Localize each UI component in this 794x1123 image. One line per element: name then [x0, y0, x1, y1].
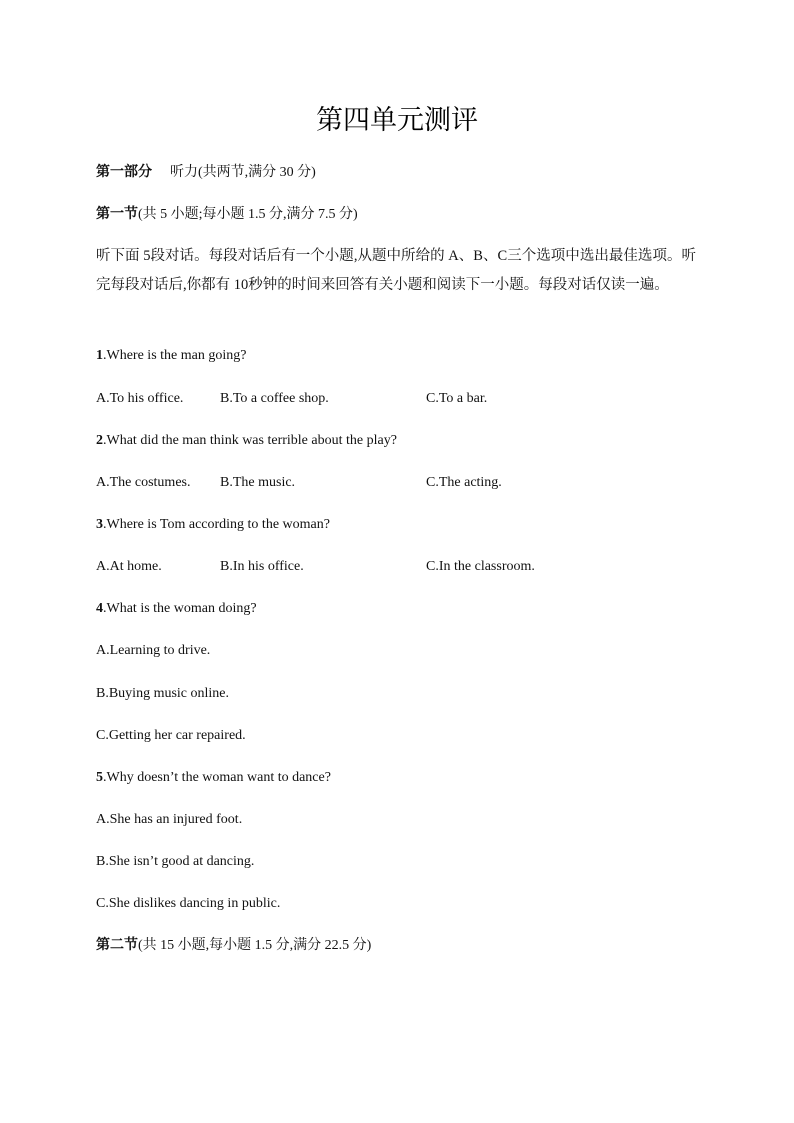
q4-option-b: B.Buying music online.	[96, 686, 229, 701]
q2-option-b: B.The music.	[220, 475, 296, 490]
section2-label: 第二节	[96, 938, 138, 953]
q5-option-b: B.She isn’t good at dancing.	[96, 854, 255, 869]
question-5	[96, 768, 331, 788]
q1-option-b: B.To a coffee shop.	[220, 391, 329, 406]
question-text: .Where is the man going?	[103, 348, 247, 363]
question-text: .Why doesn’t the woman want to dance?	[103, 770, 331, 785]
q4-option-c: C.Getting her car repaired.	[96, 728, 246, 743]
part1-desc: 听力(共两节,满分 30 分)	[170, 165, 316, 180]
q3-option-c: C.In the classroom.	[426, 559, 535, 574]
question-number: 5	[96, 770, 103, 785]
q1-option-c: C.To a bar.	[426, 391, 488, 406]
q4-option-a: A.Learning to drive.	[96, 643, 211, 658]
question-number: 1	[96, 348, 103, 363]
question-3	[96, 515, 330, 535]
q3-option-b: B.In his office.	[220, 559, 304, 574]
question-4	[96, 599, 257, 619]
q5-option-c: C.She dislikes dancing in public.	[96, 896, 281, 911]
question-text: .What did the man think was terrible about the play?	[103, 433, 397, 448]
section1-heading	[96, 205, 358, 225]
q1-option-a: A.To his office.	[96, 391, 184, 406]
q2-option-a: A.The costumes.	[96, 475, 191, 490]
page-title: 第四单元测评	[316, 105, 478, 136]
section1-desc: (共 5 小题;每小题 1.5 分,满分 7.5 分)	[138, 207, 358, 222]
question-text: .Where is Tom according to the woman?	[103, 517, 330, 532]
question-number: 3	[96, 517, 103, 532]
part1-label: 第一部分	[96, 165, 152, 180]
q3-option-a: A.At home.	[96, 559, 162, 574]
section2-heading	[96, 936, 371, 956]
question-2	[96, 431, 397, 451]
section1-label: 第一节	[96, 207, 138, 222]
question-number: 4	[96, 601, 103, 616]
instructions-paragraph: 听下面 5段对话。每段对话后有一个小题,从题中所给的 A、B、C三个选项中选出最佳选项。听完每段对话后,你都有 10秒钟的时间来回答有关小题和阅读下一小题。每段对话仅读一遍。	[96, 248, 696, 293]
part1-heading	[96, 163, 316, 183]
q5-option-a: A.She has an injured foot.	[96, 812, 243, 827]
question-1	[96, 346, 246, 366]
q2-option-c: C.The acting.	[426, 475, 502, 490]
question-text: .What is the woman doing?	[103, 601, 257, 616]
section2-desc: (共 15 小题,每小题 1.5 分,满分 22.5 分)	[138, 938, 372, 953]
question-number: 2	[96, 433, 103, 448]
